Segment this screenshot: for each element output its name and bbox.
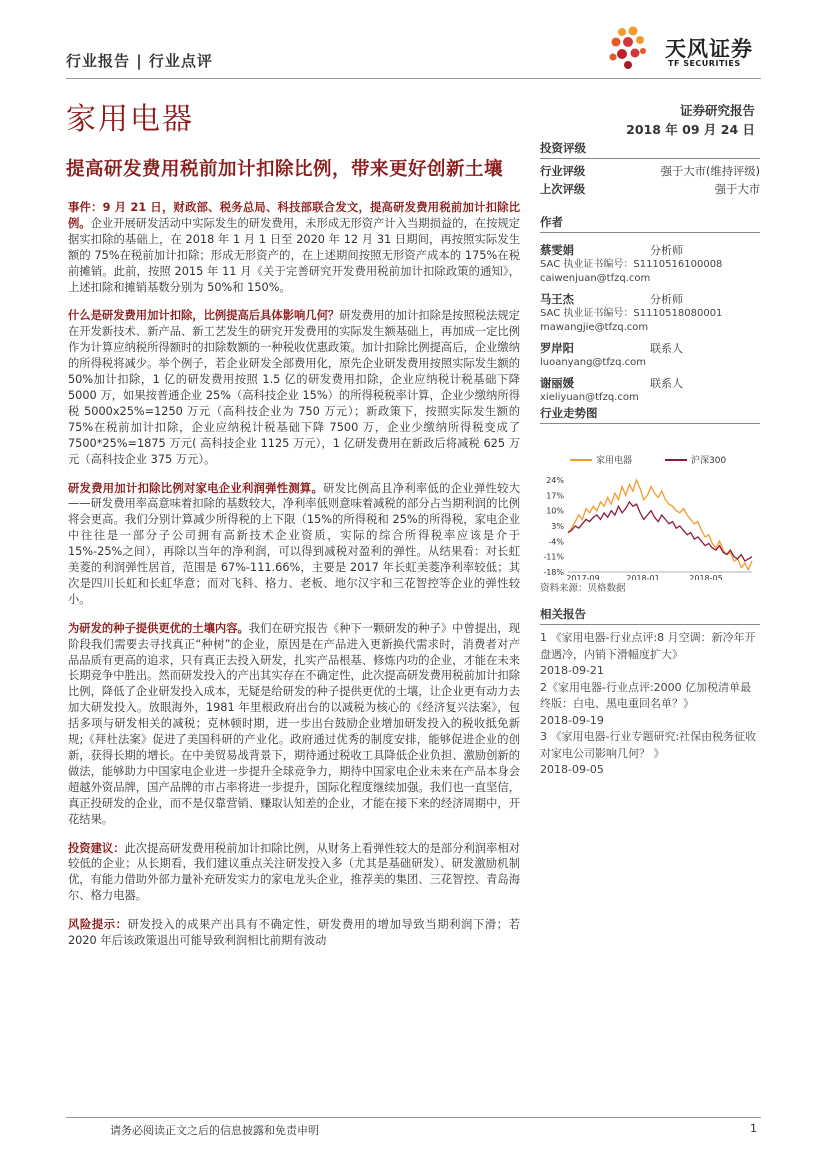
report-title: 提高研发费用税前加计扣除比例，带来更好创新土壤 <box>66 159 504 180</box>
paragraph-risk <box>68 917 520 949</box>
x-tick-label: 2018-01 <box>626 574 660 580</box>
author-entry <box>540 288 760 335</box>
author-role: 分析师 <box>650 244 683 257</box>
industry-trend-chart <box>540 430 760 580</box>
y-tick-label: -11% <box>543 552 564 562</box>
rating-key: 行业评级 <box>540 165 586 178</box>
paragraph-lead: 研发费用加计扣除比例对家电企业利润弹性测算。 <box>68 481 324 495</box>
related-report-link[interactable]: 1 《家用电器-行业点评:8 月空调：新冷年开盘遇冷，内销下滑幅度扩大》 <box>540 631 756 661</box>
related-report-link[interactable]: 2《家用电器-行业点评:2000 亿加税清单最终版：白电、黑电重回名单？》 <box>540 680 752 710</box>
author-heading: 作者 <box>540 214 760 233</box>
y-tick-label: 10% <box>546 506 564 516</box>
y-tick-label: -4% <box>548 537 564 547</box>
report-kind: 证券研究报告 <box>679 103 755 118</box>
paragraph-body: 研发比例高且净利率低的企业弹性较大——研发费用率高意味着扣除的基数较大，净利率低则意味着减税的部分占当期利润的比例将会更高。我们分别计算减少所得税的上下限（15%的所得税和 25%的所得税，家电企业中往往是一部分子公司拥有高新技术企业资质，实际的综合所得税率应该是介于 15%-25%之间），再除以当年的净利润，可以得到减税对盈利的弹性。从结果看：对长虹美菱的利润弹性居首，范围是 67%-111.66%，主要是 2017 年长虹美菱净利率较低；其次是四川长虹和长虹华意；而对飞科、格力、老板、地尔汉宇和三花智控等企业的弹性较小。 <box>68 481 520 606</box>
author-sac: SAC 执业证书编号：S1110518080001 <box>540 308 723 319</box>
author-name: 谢丽媛 <box>540 377 574 390</box>
paragraph-lead: 事件：9 月 21 日，财政部、税务总局、科技部联合发文，提高研发费用税前加计扣除比例。 <box>68 201 520 230</box>
paragraph-event <box>68 200 520 295</box>
logo-name-en: TF SECURITIES <box>668 59 741 68</box>
related-report-link[interactable]: 3 《家用电器-行业专题研究:社保由税务征收对家电公司影响几何？ 》 <box>540 730 757 760</box>
paragraph-lead: 投资建议： <box>68 841 125 855</box>
paragraph-lead: 什么是研发费用加计扣除，比例提高后具体影响几何？ <box>68 309 340 323</box>
rating-section <box>540 140 760 199</box>
y-tick-label: -18% <box>543 568 564 577</box>
prev-rating-row <box>540 181 760 199</box>
y-tick-label: 17% <box>546 491 564 501</box>
paragraph-body: 企业开展研发活动中实际发生的研发费用，未形成无形资产计入当期损益的，在按规定据实扣除的基础上，在 2018 年 1 月 1 日至 2020 年 12 月 31 日期间，再按照实际发生额的 75%在税前加计扣除；形成无形资产的，在上述期间按照无形资产成本的 175%在税前摊销。此前，按照 2015 年 11 月《关于完善研究开发费用税前加计扣除政策的通知》，上述扣除和摊销基数分别为 50%和 150%。 <box>68 216 520 294</box>
footer-disclaimer: 请务必阅读正文之后的信息披露和免责申明 <box>110 1124 319 1137</box>
related-report-date: 2018-09-05 <box>540 763 604 776</box>
paragraph-body: 研发投入的成果产出具有不确定性，研发费用的增加导致当期利润下滑；若 2020 年后该政策退出可能导致利润相比前期有波动 <box>68 918 520 948</box>
paragraph-soil <box>68 621 520 828</box>
chart-source: 资料来源：贝格数据 <box>540 583 626 594</box>
legend-label: 家用电器 <box>596 456 633 466</box>
rating-row <box>540 163 760 181</box>
y-tick-label: 24% <box>546 476 564 485</box>
paragraph-lead: 为研发的种子提供更优的土壤内容。 <box>68 621 249 635</box>
company-logo-icon <box>608 26 658 72</box>
rating-value: 强于大市(维持评级) <box>660 165 760 178</box>
author-role: 分析师 <box>650 293 683 306</box>
author-email[interactable]: xieliyuan@tfzq.com <box>540 392 639 403</box>
rating-heading: 投资评级 <box>540 140 760 159</box>
page-number: 1 <box>750 1122 757 1135</box>
footer-divider <box>66 1117 761 1118</box>
series-line <box>568 480 752 570</box>
paragraph-body: 我们在研究报告《种下一颗研发的种子》中曾提出，现阶段我们需要去寻找真正“种树”的企业，原因是在产品进入更新换代需求时，消费者对产品品质有更高的追求，只有真正去投入研发，扎实产品根基、修炼内功的企业，才能在未来长期竞争中胜出。然而研发投入的产出其实存在不确定性，此次提高研发费用税前加计扣除比例，降低了企业研发投入成本，无疑是给研发的种子提供更优的土壤，让企业更有动力去加大研发投入。放眼海外，1981 年里根政府出台的以减税为核心的《经济复兴法案》，包括多项与研发相关的减税；克林顿时期，进一步出台鼓励企业增加研发投入的税收抵免新规;《拜杜法案》促进了美国科研的产业化。政府通过优秀的制度安排，能够促进企业的创新，获得长期的增长。在中美贸易战背景下，期待通过税收工具降低企业负担、激励创新的做法，能够助力中国家电企业进一步提升全球竞争力，期待中国家电企业未来在产品本身会超越外资品牌，国产品牌的市占率将进一步提升，国际化程度继续加强。我们也一直坚信，真正投研发的企业，而不是仅靠营销、赚取认知差的企业，才能在接下来的经济周期中，开花结果。 <box>68 621 520 826</box>
x-tick-label: 2017-09 <box>566 574 600 580</box>
author-entry <box>540 337 760 370</box>
author-role: 联系人 <box>650 342 683 355</box>
author-email[interactable]: luoanyang@tfzq.com <box>540 357 647 368</box>
header-divider <box>66 78 761 79</box>
prev-rating-key: 上次评级 <box>540 183 586 196</box>
author-email[interactable]: mawangjie@tfzq.com <box>540 322 649 333</box>
legend-label: 沪深300 <box>691 456 727 466</box>
paragraph-lead: 风险提示： <box>68 918 128 932</box>
trend-section <box>540 405 760 594</box>
logo-name: 天风证券 <box>665 37 753 61</box>
author-name: 蔡雯娟 <box>540 244 574 257</box>
paragraph-advice <box>68 841 520 905</box>
author-name: 马王杰 <box>540 293 574 306</box>
related-report-date: 2018-09-19 <box>540 713 604 727</box>
industry-name: 家用电器 <box>66 102 194 137</box>
report-date: 2018 年 09 月 24 日 <box>626 122 755 137</box>
paragraph-body: 此次提高研发费用税前加计扣除比例，从财务上看弹性较大的是部分利润率相对较低的企业；从长期看，我们建议重点关注研发投入多（尤其是基础研发）、研发激励机制优，有能力借助外部力量补充研发实力的家电龙头企业，推荐美的集团、三花智控、青岛海尔、格力电器。 <box>68 841 520 903</box>
author-email[interactable]: caiwenjuan@tfzq.com <box>540 273 651 284</box>
author-section <box>540 214 760 407</box>
author-entry <box>540 372 760 405</box>
author-entry <box>540 239 760 286</box>
prev-rating-value: 强于大市 <box>714 183 760 196</box>
report-type: 行业报告 | 行业点评 <box>66 52 213 70</box>
main-text <box>68 200 520 962</box>
author-name: 罗岸阳 <box>540 342 574 355</box>
related-heading: 相关报告 <box>540 606 760 625</box>
author-role: 联系人 <box>650 377 683 390</box>
paragraph-body: 研发费用的加计扣除是按照税法规定在开发新技术、新产品、新工艺发生的研究开发费用的实际发生额基础上，再加成一定比例作为计算应纳税所得额时的扣除数额的一种税收优惠政策。加计扣除比例提高后，企业缴纳的所得税将减少。举个例子，若企业研发全部费用化，原先企业研发费用按照实际发生额的 50%加计扣除，1 亿的研发费用按照 1.5 亿的研发费用扣除，企业应纳税计税基础下降 5000 万，如果按普通企业 25%（高科技企业 15%）的所得税税率计算，企业少缴纳所得税 5000x25%=1250 万元（高科技企业为 750 万元）；新政策下，按照实际发生额的 75%在税前加计扣除，企业应纳税计税基础下降 7500 万，企业少缴纳所得税变成了 7500*25%=1875 万元( 高科技企业 1125 万元），1 亿研发费用在新政后将减税 625 万元（高科技企业 375 万元）。 <box>68 309 520 466</box>
trend-heading: 行业走势图 <box>540 405 760 424</box>
x-tick-label: 2018-05 <box>689 574 723 580</box>
related-section <box>540 606 760 779</box>
author-sac: SAC 执业证书编号：S1110516100008 <box>540 259 723 270</box>
y-tick-label: 3% <box>551 522 564 531</box>
related-report-date: 2018-09-21 <box>540 664 604 677</box>
paragraph-elasticity <box>68 481 520 608</box>
paragraph-deduction <box>68 308 520 467</box>
